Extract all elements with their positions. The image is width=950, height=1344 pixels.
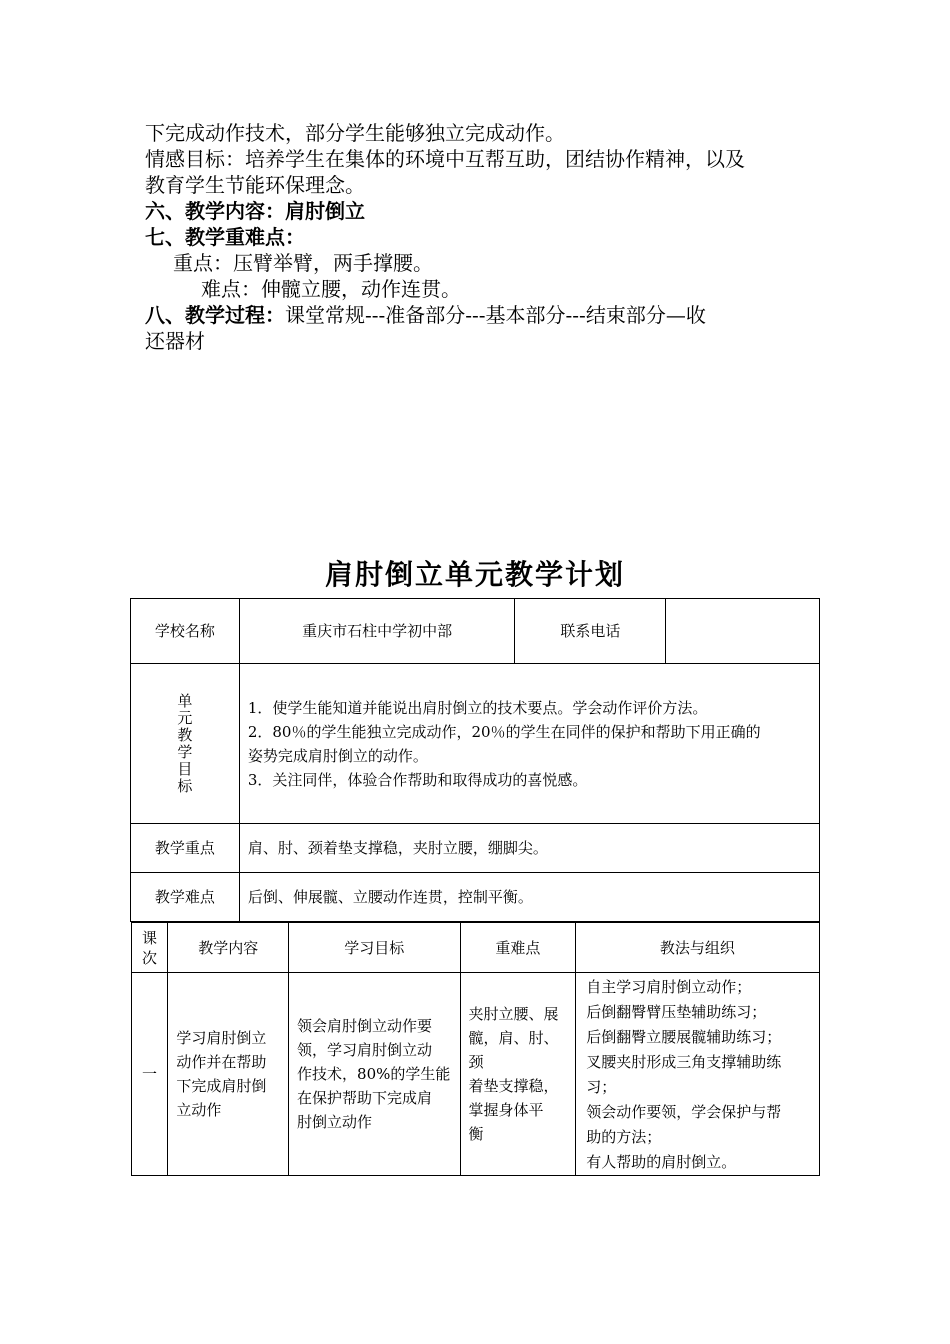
lesson-content-line: 下完成肩肘倒 [176, 1077, 267, 1095]
lesson-method-line: 有人帮助的肩肘倒立。 [586, 1153, 737, 1171]
key-row [131, 824, 820, 873]
difficulty-label: 教学难点 [131, 873, 240, 922]
intro-line: 教育学生节能环保理念。 [145, 173, 365, 197]
school-row [131, 599, 820, 664]
header-method: 教法与组织 [576, 923, 819, 973]
lesson-objective [289, 973, 461, 1176]
section-8-continued: 还器材 [145, 329, 205, 353]
key-label: 教学重点 [131, 824, 240, 873]
intro-line: 情感目标：培养学生在集体的环境中互帮互助，团结协作精神，以及 [145, 147, 745, 171]
section-heading-6: 六、教学内容：肩肘倒立 [145, 199, 365, 223]
lesson-section-cell [131, 922, 820, 1177]
goals-label-char: 单 [177, 691, 193, 710]
school-value: 重庆市石柱中学初中部 [239, 599, 515, 664]
lesson-key-line: 掌握身体平 [468, 1101, 544, 1119]
lesson-content-line: 动作并在帮助 [176, 1053, 267, 1071]
key-value: 肩、肘、颈着垫支撑稳，夹肘立腰，绷脚尖。 [239, 824, 819, 873]
header-objective: 学习目标 [289, 923, 461, 973]
lesson-method-line: 自主学习肩肘倒立动作； [586, 978, 752, 996]
intro-line: 下完成动作技术，部分学生能够独立完成动作。 [145, 121, 565, 145]
header-key-difficult: 重难点 [460, 923, 576, 973]
goals-label-char: 元 [177, 708, 193, 727]
lesson-method-line: 后倒翻臀臂压垫辅助练习； [586, 1003, 767, 1021]
lesson-content [168, 973, 289, 1176]
header-content: 教学内容 [168, 923, 289, 973]
goals-label-char: 标 [177, 776, 193, 795]
lesson-key-line: 衡 [468, 1125, 484, 1143]
key-point-line: 重点：压臂举臂，两手撑腰。 [173, 251, 433, 275]
section-8-text: 课堂常规---准备部分---基本部分---结束部分—收 [285, 303, 706, 327]
lesson-method [576, 973, 819, 1176]
lesson-section [131, 922, 820, 1177]
unit-plan-table [130, 598, 820, 1176]
lesson-objective-line: 在保护帮助下完成肩 [297, 1089, 433, 1107]
lesson-key-line: 着垫支撑稳， [468, 1077, 559, 1095]
lesson-row [131, 973, 819, 1176]
goals-label [131, 664, 240, 824]
lesson-key-difficult [460, 973, 576, 1176]
difficulty-value: 后倒、伸展髋、立腰动作连贯，控制平衡。 [239, 873, 819, 922]
section-heading-7: 七、教学重难点： [145, 225, 305, 249]
lesson-method-line: 习； [586, 1078, 617, 1096]
lesson-objective-line: 领，学习肩肘倒立动 [297, 1041, 433, 1059]
phone-value [666, 599, 820, 664]
lesson-header-row [131, 923, 819, 973]
lesson-objective-line: 肘倒立动作 [297, 1113, 373, 1131]
section-heading-8: 八、教学过程： [145, 303, 285, 327]
phone-label: 联系电话 [515, 599, 666, 664]
intro-text [145, 120, 825, 354]
goals-row [131, 664, 820, 824]
lesson-no: 一 [131, 973, 168, 1176]
lesson-method-line: 叉腰夹肘形成三角支撑辅助练 [586, 1053, 782, 1071]
section-8-line [145, 302, 825, 328]
lesson-objective-line: 作技术，80%的学生能 [297, 1065, 451, 1083]
lesson-table [131, 922, 820, 1176]
difficulty-row [131, 873, 820, 922]
goal-line: 3．关注同伴，体验合作帮助和取得成功的喜悦感。 [247, 770, 588, 789]
goal-line: 姿势完成肩肘倒立的动作。 [247, 746, 428, 765]
goals-label-char: 学 [177, 742, 193, 761]
lesson-objective-line: 领会肩肘倒立动作要 [297, 1017, 433, 1035]
lesson-key-line: 夹肘立腰、展 [468, 1005, 559, 1023]
goals-label-char: 教 [177, 725, 193, 744]
lesson-method-line: 后倒翻臀立腰展髋辅助练习； [586, 1028, 782, 1046]
header-lesson-no-char: 次 [141, 948, 157, 967]
lesson-method-line: 领会动作要领，学会保护与帮 [586, 1103, 782, 1121]
goal-line: 2．80％的学生能独立完成动作，20％的学生在同伴的保护和帮助下用正确的 [247, 722, 761, 741]
goals-label-char: 目 [177, 759, 193, 778]
lesson-content-line: 学习肩肘倒立 [176, 1029, 267, 1047]
header-lesson-no-char: 课 [141, 928, 157, 947]
header-lesson-no [131, 923, 168, 973]
plan-title: 肩肘倒立单元教学计划 [324, 558, 625, 591]
difficulty-line: 难点：伸髋立腰，动作连贯。 [201, 277, 461, 301]
goal-line: 1．使学生能知道并能说出肩肘倒立的技术要点。学会动作评价方法。 [247, 698, 708, 717]
lesson-content-line: 立动作 [176, 1101, 222, 1119]
lesson-key-line: 髋，肩、肘、颈 [468, 1029, 559, 1071]
goals-content [239, 664, 819, 824]
lesson-method-line: 助的方法； [586, 1128, 662, 1146]
school-label: 学校名称 [131, 599, 240, 664]
